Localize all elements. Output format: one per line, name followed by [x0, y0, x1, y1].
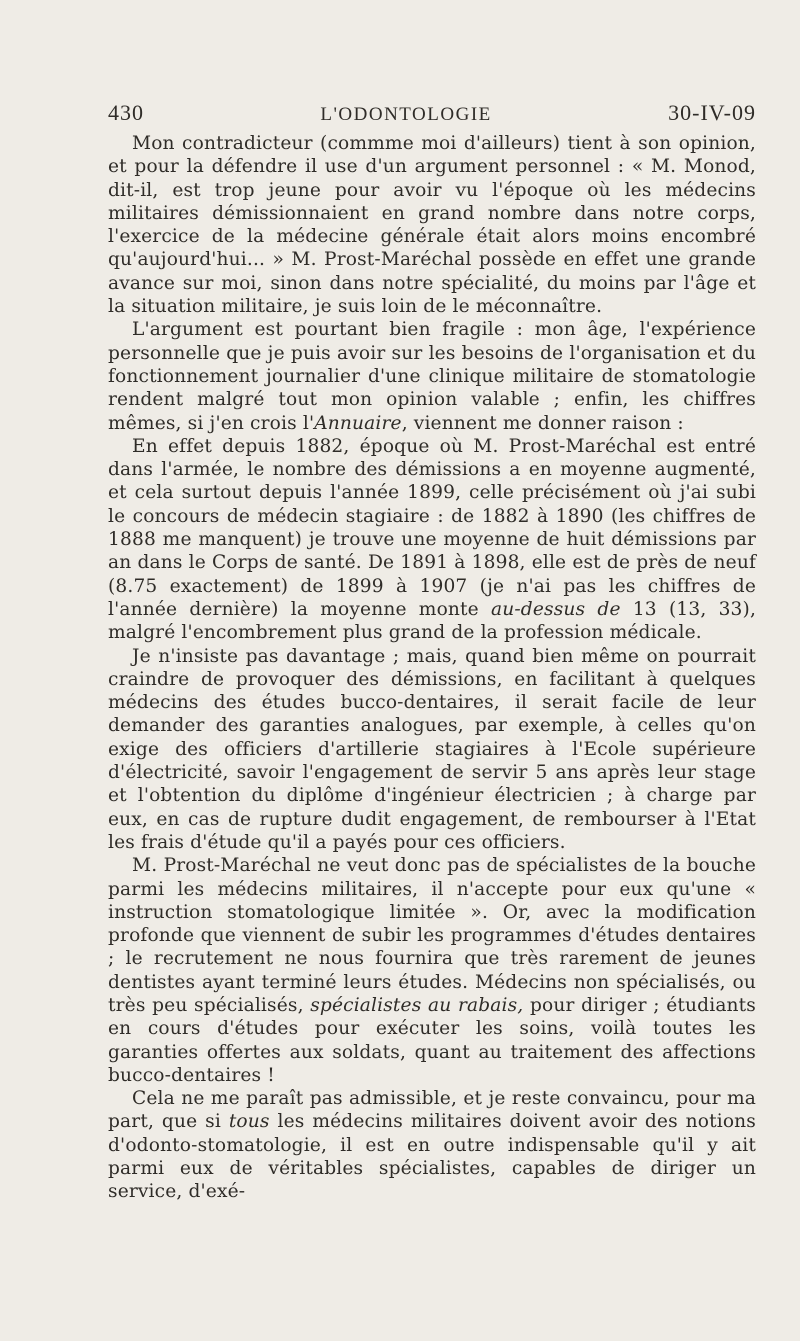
running-header	[108, 100, 756, 126]
page-number: 430	[108, 100, 144, 125]
paragraph-6-text: Cela ne me paraît pas admissible, et je reste convaincu, pour ma part, que si	[108, 1088, 756, 1133]
paragraph-5-text: M. Prost-Maréchal ne veut donc pas de spécialistes de la bouche parmi les médecins militaires, il n'accepte pour eux qu'une « instruction stomatologique limitée ». Or, avec la modification profonde que viennent de subir les programmes d'études dentaires ; le recrutement ne nous fournira que très rarement de jeunes dentistes ayant terminé leurs études. Médecins non spécialisés, ou très peu spécialisés,	[108, 855, 756, 1016]
paragraph-1: Mon contradicteur (commme moi d'ailleurs) tient à son opinion, et pour la défendre il use d'un argument personnel : « M. Monod, dit-il, est trop jeune pour avoir vu l'époque où les médecins militaires démissionnaient en grand nombre dans notre corps, l'exercice de la médecine générale était alors moins encombré qu'aujourd'hui... » M. Prost-Maréchal possède en effet une grande avance sur moi, sinon dans notre spécialité, du moins par l'âge et la situation militaire, je suis loin de le méconnaître.	[108, 133, 756, 318]
paragraph-5-italic: spécialistes au rabais,	[310, 994, 524, 1016]
paragraph-3-text-end: 13 (13, 33), malgré l'encombrement plus grand de la profession médicale.	[108, 598, 757, 644]
paragraph-3	[108, 435, 756, 645]
paragraph-6	[108, 1087, 756, 1203]
paragraph-5-text-end: pour diriger ; étudiants en cours d'études pour exécuter les soins, voilà toutes les garanties offertes aux soldats, quant au traitement des affections bucco-dentaires !	[108, 994, 756, 1086]
paragraph-5	[108, 854, 756, 1087]
journal-title: L'ODONTOLOGIE	[320, 104, 492, 125]
paragraph-2-italic: Annuaire	[314, 412, 402, 434]
issue-date: 30-IV-09	[668, 100, 756, 125]
paragraph-6-italic: tous	[228, 1111, 270, 1133]
paragraph-2-text-end: , viennent me donner raison :	[401, 412, 684, 434]
article-body	[108, 132, 756, 1204]
paragraph-2	[108, 318, 756, 434]
paragraph-3-italic: au-dessus de	[491, 598, 621, 620]
paragraph-4: Je n'insiste pas davantage ; mais, quand bien même on pourrait craindre de provoquer des démissions, en facilitant à quelques médecins des études bucco-dentaires, il serait facile de leur demander des garanties analogues, par exemple, à celles qu'on exige des officiers d'artillerie stagiaires à l'Ecole supérieure d'électricité, savoir l'engagement de servir 5 ans après leur stage et l'obtention du diplôme d'ingénieur électricien ; à charge par eux, en cas de rupture dudit engagement, de rembourser à l'Etat les frais d'étude qu'il a payés pour ces officiers.	[108, 645, 756, 853]
paragraph-6-text-end: les médecins militaires doivent avoir des notions d'odonto-stomatologie, il est en outre indispensable qu'il y ait parmi eux de véritables spécialistes, capables de diriger un service, d'exé-	[108, 1111, 756, 1203]
paragraph-2-text: L'argument est pourtant bien fragile : mon âge, l'expérience personnelle que je puis avoir sur les besoins de l'organisation et du fonctionnement journalier d'une clinique militaire de stomatologie rendent malgré tout mon opinion valable ; enfin, les chiffres mêmes, si j'en crois l'	[108, 319, 756, 434]
paragraph-3-text: En effet depuis 1882, époque où M. Prost-Maréchal est entré dans l'armée, le nombre des démissions a en moyenne augmenté, et cela surtout depuis l'année 1899, celle précisément où j'ai subi le concours de médecin stagiaire : de 1882 à 1890 (les chiffres de 1888 me manquent) je trouve une moyenne de huit démissions par an dans le Corps de santé. De 1891 à 1898, elle est de près de neuf (8.75 exactement) de 1899 à 1907 (je n'ai pas les chiffres de l'année dernière) la moyenne monte	[108, 435, 756, 620]
